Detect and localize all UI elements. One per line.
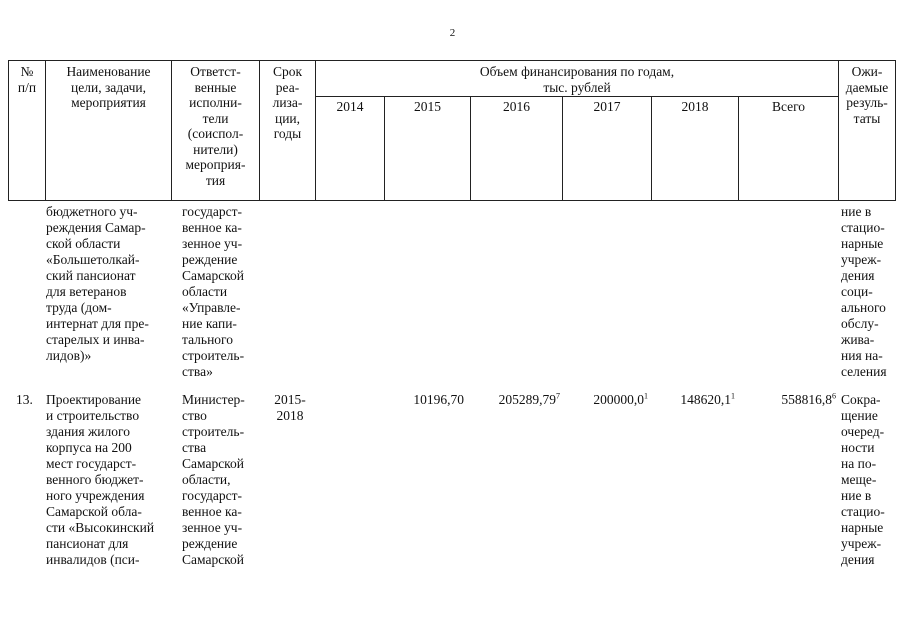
col-border: [895, 60, 896, 200]
row13-value-2017: 200000,0$^1$: [593, 391, 648, 407]
row13-result: Сокра- щение очеред- ности на по- меще- ние в стацио- нарные учреж- дения: [841, 392, 885, 567]
row13-value-2016: 205289,79$^7$: [498, 391, 560, 407]
header-year: 2017: [593, 99, 621, 114]
row13-value-2018: 148620,1$^1$: [680, 391, 735, 407]
header-year: 2016: [503, 99, 530, 114]
row13-term: 2015- 2018: [274, 392, 306, 423]
table-top-border: [8, 60, 896, 61]
header-bottom-border: [8, 200, 896, 201]
header-year: 2014: [336, 99, 364, 114]
header-responsible: Ответст- венные исполни- тели (соиспол- нители) мероприя- тия: [185, 64, 246, 188]
page-number: 2: [449, 27, 456, 39]
row13-number: 13.: [16, 392, 33, 407]
header-total: Всего: [771, 99, 806, 114]
header-name: Наименование цели, задачи, мероприятия: [66, 64, 151, 110]
header-result: Ожи- даемые резуль- таты: [845, 64, 889, 126]
header-year: 2018: [681, 99, 709, 114]
header-num: № п/п: [17, 64, 37, 95]
cont-row-responsible: государст- венное ка- зенное уч- реждение Самарской области «Управле- ние капи- тального строитель- ства»: [182, 204, 245, 379]
row13-name: Проектирование и строительство здания жилого корпуса на 200 мест государст- венного бюджет- ного учреждения Самарской обла- сти «Высокинский пансионат для инвалидов (пси-: [46, 392, 155, 567]
header-year: 2015: [414, 99, 441, 114]
header-funding: Объем финансирования по годам, тыс. рублей: [479, 64, 675, 95]
row13-value-total: 558816,8$^6$: [781, 391, 836, 407]
row13-responsible: Министер- ство строитель- ства Самарской области, государст- венное ка- зенное уч- реждение Самарской: [182, 392, 245, 567]
cont-row-result: ние в стацио- нарные учреж- дения соци- ального обслу- жива- ния на- селения: [841, 204, 887, 379]
header-term: Срок реа- лиза- ции, годы: [272, 64, 303, 141]
funding-subheader-line: [315, 96, 838, 97]
cont-row-name: бюджетного уч- реждения Самар- ской области «Большетолкай- ский пансионат для ветеранов труда (дом- интернат для пре- старелых и инва- лидов)»: [46, 204, 149, 363]
row13-value-2015: 10196,70: [413, 392, 464, 407]
funding-table: [8, 60, 896, 620]
